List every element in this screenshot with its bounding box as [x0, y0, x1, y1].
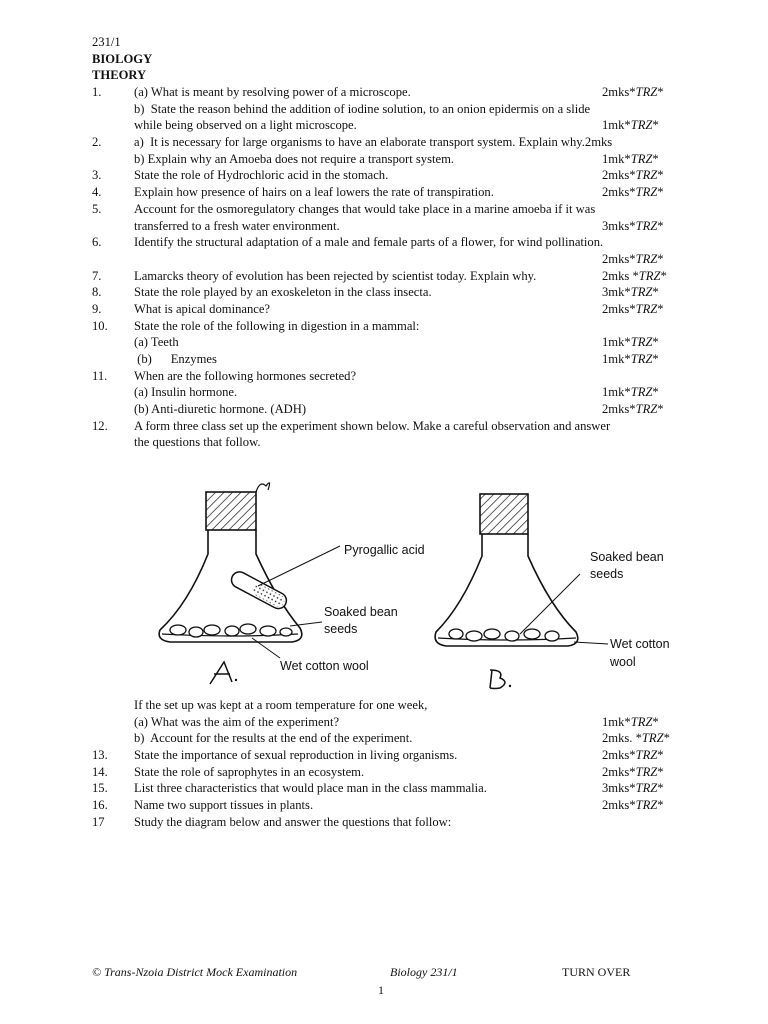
question-line — [92, 201, 682, 218]
exam-header — [92, 34, 152, 84]
marks-code: TRZ — [635, 798, 658, 813]
marks-allocation — [602, 334, 659, 351]
question-number: 16. — [92, 798, 108, 813]
question-line — [92, 318, 682, 335]
marks-code: TRZ — [635, 251, 658, 266]
marks-allocation — [602, 84, 664, 101]
marks-code: TRZ — [630, 118, 653, 133]
question-number: 10. — [92, 318, 108, 333]
question-line — [92, 284, 682, 301]
marks-value: 1mk* — [602, 151, 631, 166]
label-set-b — [486, 664, 503, 680]
marks-allocation — [602, 797, 664, 814]
question-text: (a) Insulin hormone. — [134, 385, 238, 400]
marks-allocation — [602, 117, 659, 134]
label-soaked-seeds-b-line2: seeds — [590, 567, 624, 581]
question-line — [92, 101, 682, 118]
label-wet-cotton-b-line2: wool — [610, 655, 636, 669]
question-number: 2. — [92, 135, 102, 150]
question-line — [92, 351, 682, 368]
marks-allocation — [602, 780, 664, 797]
marks-tail: * — [657, 301, 664, 316]
question-text: State the importance of sexual reproduction in living organisms. — [134, 748, 458, 763]
question-text: b) State the reason behind the addition of iodine solution, to an onion epidermis on a slide — [134, 101, 591, 116]
marks-value: 3mks* — [602, 218, 636, 233]
question-text: the questions that follow. — [134, 435, 261, 450]
question-line — [92, 764, 682, 781]
question-text: (a) Teeth — [134, 335, 179, 350]
marks-tail: * — [652, 335, 659, 350]
question-line — [92, 334, 682, 351]
footer-exam-name: © Trans-Nzoia District Mock Examination — [92, 965, 298, 979]
marks-value: 2mks. * — [602, 731, 642, 746]
question-line — [92, 301, 682, 318]
question-text: Account for the osmoregulatory changes that would take place in a marine amoeba if it was — [134, 201, 596, 216]
question-text: b) Account for the results at the end of the experiment. — [134, 731, 413, 746]
marks-value: 1mk* — [602, 352, 631, 366]
marks-code: TRZ — [630, 335, 653, 350]
marks-tail: * — [657, 85, 664, 99]
question-text: State the role of saprophytes in an ecosystem. — [134, 764, 365, 779]
marks-code: TRZ — [630, 151, 653, 166]
marks-tail: * — [657, 168, 664, 183]
question-text: (a) What is meant by resolving power of a microscope. — [134, 85, 411, 99]
question-line — [92, 151, 682, 168]
marks-allocation — [602, 351, 659, 368]
question-text: State the role of Hydrochloric acid in the stomach. — [134, 168, 389, 183]
question-number: 12. — [92, 418, 108, 433]
question-number: 13. — [92, 748, 108, 763]
marks-value: 2mks* — [602, 764, 636, 779]
marks-code: TRZ — [635, 748, 658, 763]
question-line — [92, 714, 682, 731]
question-line — [92, 780, 682, 797]
marks-code: TRZ — [635, 764, 658, 779]
footer-paper: Biology 231/1 — [390, 965, 458, 979]
marks-code: TRZ — [638, 268, 661, 283]
marks-tail: * — [663, 731, 670, 746]
label-soaked-seeds-b-line1: Soaked bean — [590, 550, 664, 564]
label-soaked-seeds-a-line1: Soaked bean — [324, 605, 398, 619]
marks-tail: * — [657, 748, 664, 763]
question-line — [92, 251, 682, 268]
question-line — [92, 268, 682, 285]
question-line — [92, 384, 682, 401]
question-text: List three characteristics that would place man in the class mammalia. — [134, 781, 487, 796]
marks-code: TRZ — [641, 731, 664, 746]
question-text: State the role played by an exoskeleton in the class insecta. — [134, 285, 432, 300]
marks-value: 1mk* — [602, 118, 631, 133]
question-number: 14. — [92, 764, 108, 779]
marks-tail: * — [657, 798, 664, 813]
marks-tail: * — [652, 151, 659, 166]
marks-value: 2mks* — [602, 301, 636, 316]
marks-allocation — [602, 730, 670, 747]
question-text: while being observed on a light microscope. — [134, 118, 357, 133]
marks-tail: * — [652, 118, 659, 133]
question-line — [92, 84, 682, 101]
marks-value: 2mks* — [602, 402, 636, 417]
marks-allocation — [602, 284, 659, 301]
subject-title: BIOLOGY — [92, 51, 153, 66]
stopper-a — [206, 492, 256, 530]
question-line — [92, 184, 682, 201]
question-text: State the role of the following in digestion in a mammal: — [134, 318, 420, 333]
marks-value: 3mks* — [602, 781, 636, 796]
marks-allocation — [602, 167, 664, 184]
question-line — [92, 730, 682, 747]
footer-turn-over: TURN OVER — [562, 965, 631, 979]
question-text: transferred to a fresh water environment. — [134, 218, 340, 233]
question-list-continued — [92, 697, 682, 831]
marks-tail: * — [657, 251, 664, 266]
marks-code: TRZ — [630, 385, 653, 400]
question-number: 8. — [92, 285, 102, 300]
question-line — [92, 218, 682, 235]
marks-code: TRZ — [630, 714, 653, 729]
question-text: (a) What was the aim of the experiment? — [134, 714, 340, 729]
marks-allocation — [602, 384, 659, 401]
marks-allocation — [602, 714, 659, 731]
marks-value: 2mks* — [602, 85, 636, 99]
marks-tail: * — [657, 218, 664, 233]
marks-code: TRZ — [635, 781, 658, 796]
marks-tail: * — [652, 385, 659, 400]
marks-value: 1mk* — [602, 335, 631, 350]
marks-allocation — [602, 251, 664, 268]
question-number: 1. — [92, 85, 102, 99]
question-text: Lamarcks theory of evolution has been rejected by scientist today. Explain why. — [134, 268, 537, 283]
question-number: 11. — [92, 368, 108, 383]
question-line — [92, 747, 682, 764]
marks-allocation — [602, 218, 664, 235]
question-text: What is apical dominance? — [134, 301, 271, 316]
page-number: 1 — [378, 983, 384, 997]
marks-allocation — [602, 184, 664, 201]
question-text: When are the following hormones secreted? — [134, 368, 357, 383]
question-number: 7. — [92, 268, 102, 283]
marks-code: TRZ — [635, 402, 658, 417]
marks-value: 3mk* — [602, 285, 631, 300]
marks-value: 2mks* — [602, 251, 636, 266]
question-text: (b) Anti-diuretic hormone. (ADH) — [134, 402, 307, 417]
marks-tail: * — [652, 714, 659, 729]
question-text: Identify the structural adaptation of a male and female parts of a flower, for wind pollination. — [134, 235, 604, 250]
marks-value: 1mk* — [602, 385, 631, 400]
paper-code: 231/1 — [92, 35, 121, 49]
question-line — [92, 234, 682, 251]
question-line — [92, 418, 682, 435]
question-text: If the set up was kept at a room temperature for one week, — [134, 698, 428, 712]
label-soaked-seeds-a-line2: seeds — [324, 622, 358, 636]
label-wet-cotton-b-line1: Wet cotton — [610, 637, 670, 651]
marks-value: 2mks* — [602, 168, 636, 183]
question-number: 6. — [92, 235, 102, 250]
question-text: (b) Enzymes — [134, 352, 217, 366]
question-text: Name two support tissues in plants. — [134, 798, 314, 813]
question-number: 5. — [92, 201, 102, 216]
question-line — [92, 814, 682, 831]
question-line — [92, 401, 682, 418]
question-list — [92, 84, 682, 451]
marks-code: TRZ — [635, 218, 658, 233]
question-number: 4. — [92, 185, 102, 200]
marks-allocation — [602, 401, 664, 418]
marks-allocation — [602, 301, 664, 318]
stopper-b — [480, 494, 528, 534]
marks-code: TRZ — [630, 352, 653, 366]
experiment-figure — [140, 474, 700, 696]
label-set-a — [206, 664, 223, 680]
label-pyrogallic-acid: Pyrogallic acid — [344, 543, 425, 557]
marks-allocation — [602, 151, 659, 168]
question-text: b) Explain why an Amoeba does not require a transport system. — [134, 151, 455, 166]
marks-tail: * — [657, 764, 664, 779]
question-text: Explain how presence of hairs on a leaf lowers the rate of transpiration. — [134, 185, 494, 200]
marks-value: 2mks* — [602, 798, 636, 813]
marks-value: 1mk* — [602, 714, 631, 729]
marks-allocation — [602, 268, 667, 285]
question-number: 3. — [92, 168, 102, 183]
question-line — [92, 368, 682, 385]
question-line — [92, 697, 682, 714]
marks-code: TRZ — [630, 285, 653, 300]
marks-value: 2mks * — [602, 268, 639, 283]
marks-code: TRZ — [635, 85, 658, 99]
question-number: 9. — [92, 301, 102, 316]
marks-tail: * — [657, 402, 664, 417]
question-number: 17 — [92, 814, 105, 829]
flask-a — [159, 483, 340, 684]
question-line — [92, 134, 682, 151]
question-text: Study the diagram below and answer the questions that follow: — [134, 814, 452, 829]
marks-tail: * — [652, 352, 659, 366]
flask-b — [435, 494, 608, 689]
question-number: 15. — [92, 781, 108, 796]
marks-allocation — [602, 764, 664, 781]
question-line — [92, 117, 682, 134]
marks-value: 2mks* — [602, 185, 636, 200]
marks-value: 2mks* — [602, 748, 636, 763]
marks-allocation — [602, 747, 664, 764]
marks-code: TRZ — [635, 168, 658, 183]
question-line — [92, 434, 682, 451]
paper-title: THEORY — [92, 68, 147, 83]
question-text: A form three class set up the experiment shown below. Make a careful observation and answer — [134, 418, 611, 433]
marks-code: TRZ — [635, 301, 658, 316]
marks-code: TRZ — [635, 185, 658, 200]
marks-tail: * — [657, 185, 664, 200]
question-line — [92, 167, 682, 184]
label-wet-cotton-a: Wet cotton wool — [280, 659, 369, 673]
question-line — [92, 797, 682, 814]
marks-tail: * — [660, 268, 667, 283]
marks-tail: * — [652, 285, 659, 300]
question-text: a) It is necessary for large organisms to have an elaborate transport system. Explain why.2mks — [134, 135, 613, 150]
marks-tail: * — [657, 781, 664, 796]
